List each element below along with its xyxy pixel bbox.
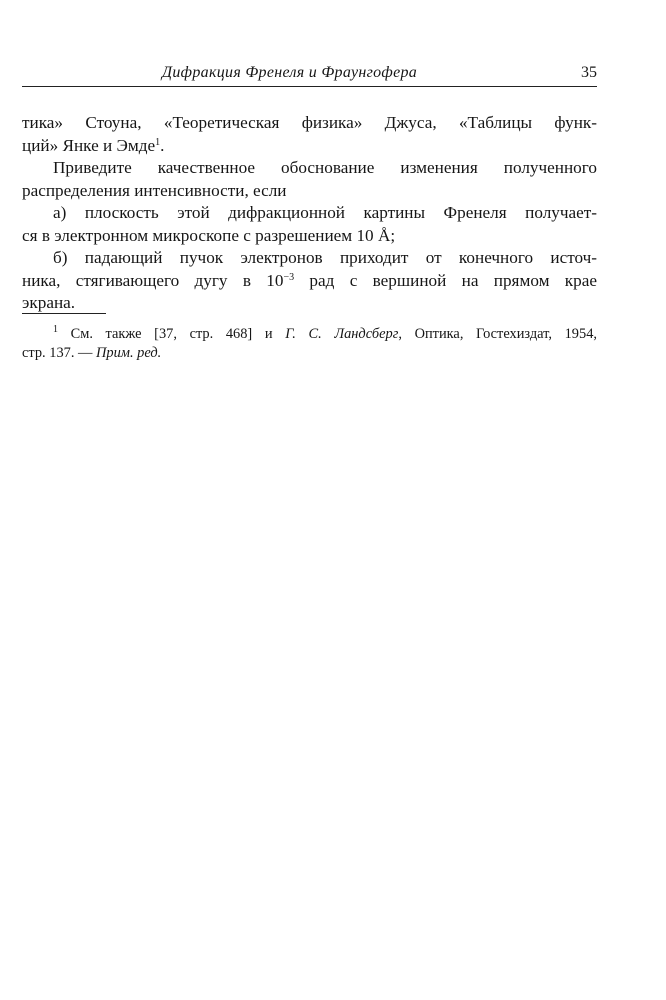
editor-note: Прим. ред. (96, 345, 162, 361)
footnote-line (22, 344, 597, 363)
text-line (22, 180, 597, 203)
footnote-divider (22, 313, 106, 314)
exponent: −3 (283, 271, 295, 283)
running-header (22, 62, 597, 87)
text-run: ся в электронном микроскопе с разрешением 10 Å; (22, 225, 396, 245)
text-run: . (160, 135, 165, 155)
text-run: рад с вершиной на прямом крае (294, 270, 598, 290)
text-run: тика» Стоуна, «Теоретическая физика» Джуса, «Таблицы функ- (22, 113, 597, 132)
text-run: См. также [37, стр. 468] и (58, 326, 286, 342)
text-line (22, 292, 597, 315)
page-number: 35 (581, 64, 597, 81)
text-run: Приведите качественное обоснование изменения полученного (53, 158, 597, 177)
text-line (22, 135, 597, 158)
text-line (22, 112, 597, 135)
footnote (22, 325, 597, 363)
footnote-line (22, 325, 597, 344)
text-run: а) плоскость этой дифракционной картины Френеля получает- (53, 203, 597, 222)
list-item-a (22, 202, 597, 225)
text-run: ника, стягивающего дугу в 10 (22, 270, 284, 290)
list-item-b (22, 247, 597, 270)
footnote-marker: 1 (53, 324, 58, 335)
text-line (22, 225, 597, 248)
text-run: стр. 137. — (22, 345, 97, 361)
author-name: Г. С. Ландсберг (285, 326, 399, 342)
running-title: Дифракция Френеля и Фраунгофера (161, 64, 418, 81)
text-run: б) падающий пучок электронов приходит от конечного источ- (53, 248, 597, 267)
text-line (22, 270, 597, 293)
text-line (22, 157, 597, 180)
text-run: распределения интенсивности, если (22, 180, 287, 200)
footnote-reference: 1 (155, 136, 161, 148)
text-run: ций» Янке и Эмде (22, 135, 156, 155)
body-text (22, 112, 597, 315)
text-run: экрана. (22, 293, 76, 312)
text-run: , Оптика, Гостехиздат, 1954, (398, 326, 597, 342)
